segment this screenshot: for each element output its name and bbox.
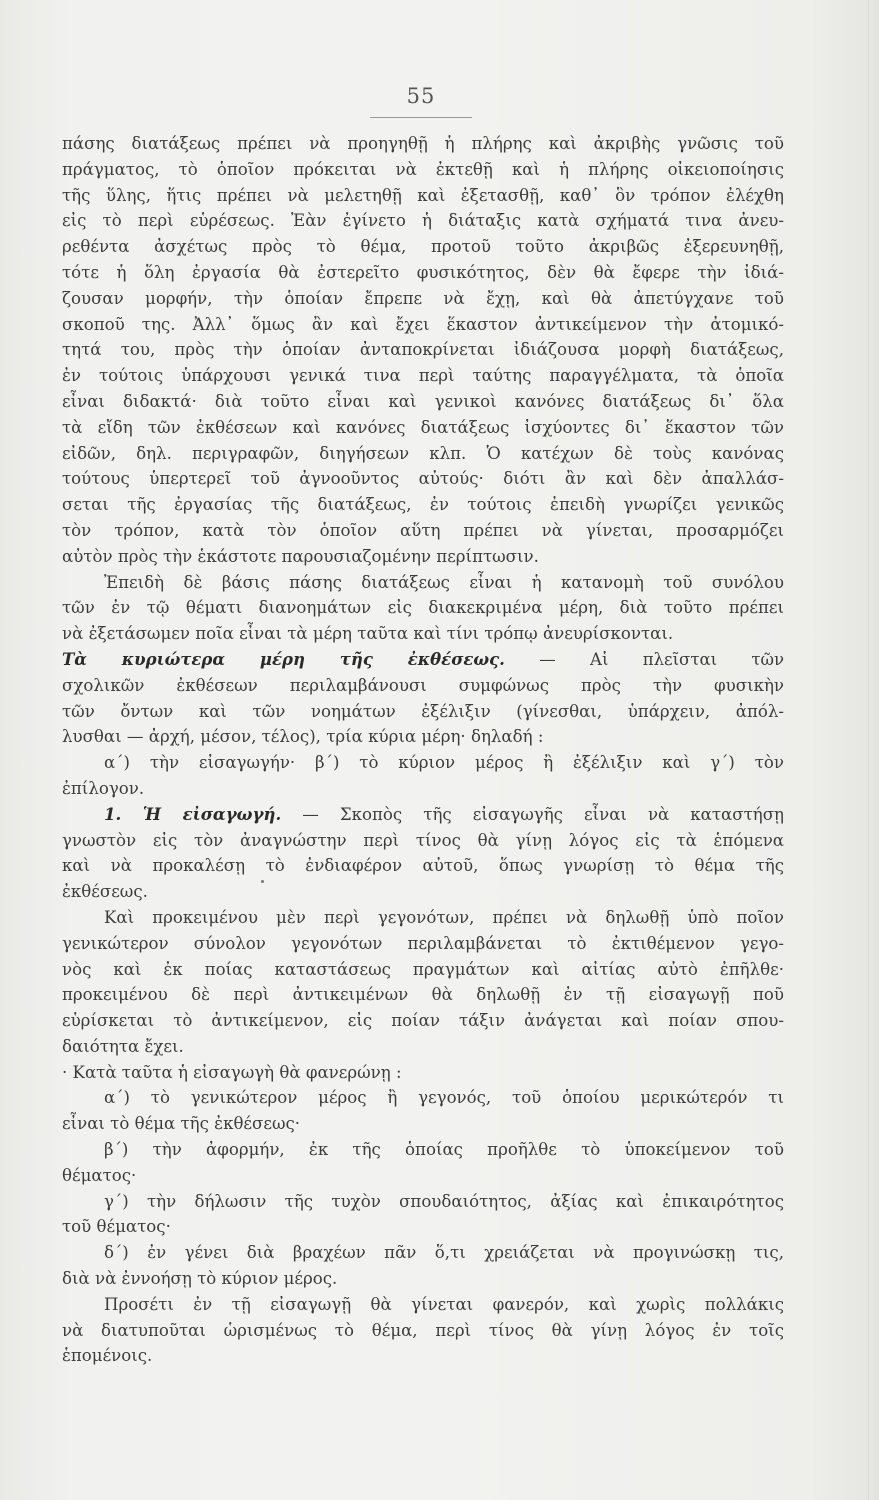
text-line: σχολικῶν ἐκθέσεων περιλαμβάνουσι συμφώνως πρὸς τὴν φυσικὴν bbox=[62, 675, 784, 695]
text-line: πράγματος, τὸ ὁποῖον πρόκειται νὰ ἐκτεθῇ καὶ ἡ πλήρης οἰκειοποίησις bbox=[62, 159, 784, 179]
text-line: ρεθέντα ἀσχέτως πρὸς τὸ θέμα, προτοῦ τοῦτο ἀκριβῶς ἐξερευνηθῇ, bbox=[62, 237, 784, 257]
text-line: προκειμένου δὲ περὶ ἀντικειμένων θὰ δηλωθῇ ἐν τῇ εἰσαγωγῇ ποῦ bbox=[62, 985, 784, 1005]
text-line: δ΄) ἐν γένει διὰ βραχέων πᾶν ὅ,τι χρειάζεται νὰ προγινώσκῃ τις, bbox=[104, 1243, 784, 1263]
text-line: τούτους ὑπερτερεῖ τοῦ ἀγνοοῦντος αὐτούς· διότι ἂν καὶ δὲν ἀπαλλάσ- bbox=[62, 469, 784, 489]
print-speck bbox=[261, 880, 264, 883]
section-paragraph bbox=[62, 673, 784, 802]
text-line: εἶναι διδακτά· διὰ τοῦτο εἶναι καὶ γενικοὶ κανόνες διατάξεως δι᾽ ὅλα bbox=[62, 391, 784, 411]
text-line: καὶ νὰ προκαλέσῃ τὸ ἐνδιαφέρον αὐτοῦ, ὅπως γνωρίσῃ τὸ θέμα τῆς bbox=[62, 856, 784, 876]
text-line: ἑπομένοις. bbox=[62, 1346, 153, 1366]
section-heading-line bbox=[62, 647, 784, 673]
text-line: τοῦ θέματος· bbox=[62, 1217, 171, 1237]
text-line: γενικώτερον σύνολον γεγονότων περιλαμβάνεται τὸ ἐκτιθέμενον γεγο- bbox=[62, 933, 784, 953]
text-line: εὑρίσκεται τὸ ἀντικείμενον, εἰς ποίαν τάξιν ἀνάγεται καὶ ποίαν σπου- bbox=[62, 1011, 784, 1031]
text-line: εἰς τὸ περὶ εὑρέσεως. Ἐὰν ἐγίνετο ἡ διάταξις κατὰ σχήματά τινα ἀνευ- bbox=[62, 211, 784, 231]
subsection-heading: 1. Ἡ εἰσαγωγή. bbox=[104, 803, 282, 824]
text-line: νὸς καὶ ἐκ ποίας καταστάσεως πραγμάτων καὶ αἰτίας αὐτὸ ἐπῆλθε· bbox=[62, 959, 784, 979]
text-line: α΄) τὴν εἰσαγωγήν· β΄) τὸ κύριον μέρος ἢ ἐξέλιξιν καὶ γ΄) τὸν bbox=[104, 753, 784, 773]
text-line: Προσέτι ἐν τῇ εἰσαγωγῇ θὰ γίνεται φανερόν, καὶ χωρὶς πολλάκις bbox=[104, 1294, 784, 1314]
text-line: νὰ ἐξετάσωμεν ποῖα εἶναι τὰ μέρη ταῦτα καὶ τίνι τρόπῳ ἀνευρίσκονται. bbox=[62, 624, 674, 644]
text-line: Ἐπειδὴ δὲ βάσις πάσης διατάξεως εἶναι ἡ κατανομὴ τοῦ συνόλου bbox=[104, 572, 784, 592]
text-line: θέματος· bbox=[62, 1165, 137, 1185]
text-line: ἐκθέσεως. bbox=[62, 882, 148, 902]
text-line: γνωστὸν εἰς τὸν ἀναγνώστην περὶ τίνος θὰ γίνῃ λόγος εἰς τὰ ἑπόμενα bbox=[62, 830, 784, 850]
text-line: α΄) τὸ γενικώτερον μέρος ἢ γεγονός, τοῦ ὁποίου μερικώτερόν τι bbox=[104, 1088, 784, 1108]
body-text bbox=[62, 131, 784, 1369]
text-line: τότε ἡ ὅλη ἐργασία θὰ ἐστερεῖτο φυσικότητος, δὲν θὰ ἔφερε τὴν ἰδιά- bbox=[62, 262, 784, 282]
text-line: β΄) τὴν ἀφορμήν, ἐκ τῆς ὁποίας προῆλθε τὸ ὑποκείμενον τοῦ bbox=[104, 1140, 784, 1160]
page-edge-shadow bbox=[868, 0, 869, 1500]
text-line: δαιότητα ἔχει. bbox=[62, 1036, 184, 1056]
text-line: τῆς ὕλης, ἥτις πρέπει νὰ μελετηθῇ καὶ ἐξετασθῇ, καθ᾽ ὃν τρόπον ἐλέχθη bbox=[62, 185, 784, 205]
text-line: τὸν τρόπον, κατὰ τὸν ὁποῖον αὕτη πρέπει νὰ γίνεται, προσαρμόζει bbox=[62, 520, 784, 540]
text-line: ἐπίλογον. bbox=[62, 778, 145, 798]
text-line: ἐν τούτοις ὑπάρχουσι γενικά τινα περὶ ταύτης παραγγέλματα, τὰ ὁποῖα bbox=[62, 366, 784, 386]
text-line: νὰ διατυποῦται ὡρισμένως τὸ θέμα, περὶ τίνος θὰ γίνῃ λόγος ἐν τοῖς bbox=[62, 1320, 784, 1340]
text-line: ζουσαν μορφήν, τὴν ὁποίαν ἔπρεπε νὰ ἔχῃ, καὶ θὰ ἀπετύγχανε τοῦ bbox=[62, 288, 784, 308]
subsection-paragraphs bbox=[62, 828, 784, 1370]
page-number: 55 bbox=[406, 84, 436, 108]
section-heading: Τὰ κυριώτερα μέρη τῆς ἐκθέσεως. bbox=[62, 648, 505, 669]
text-line: τὰ εἴδη τῶν ἐκθέσεων καὶ κανόνες διατάξεως ἰσχύοντες δι᾽ ἕκαστον τῶν bbox=[62, 417, 784, 437]
text-line: αὐτὸν πρὸς τὴν ἑκάστοτε παρουσιαζομένην περίπτωσιν. bbox=[62, 546, 539, 566]
text-line: τῶν ὄντων καὶ τῶν νοημάτων ἐξέλιξιν (γίνεσθαι, ὑπάρχειν, ἀπόλ- bbox=[62, 701, 784, 721]
text-line: πάσης διατάξεως πρέπει νὰ προηγηθῇ ἡ πλήρης καὶ ἀκριβὴς γνῶσις τοῦ bbox=[62, 134, 784, 153]
subsection-heading-rest: — Σκοπὸς τῆς εἰσαγωγῆς εἶναι νὰ καταστήσῃ bbox=[302, 804, 784, 824]
text-line: σκοποῦ της. Ἀλλ᾽ ὅμως ἂν καὶ ἔχει ἕκαστον ἀντικείμενον τὴν ἀτομικό- bbox=[62, 314, 784, 334]
section-heading-rest: — Αἱ πλεῖσται τῶν bbox=[539, 649, 784, 669]
intro-paragraphs bbox=[62, 131, 784, 647]
text-line: εἰδῶν, δηλ. περιγραφῶν, διηγήσεων κλπ. Ὁ κατέχων δὲ τοὺς κανόνας bbox=[62, 443, 784, 463]
text-line: σεται τῆς ἐργασίας τῆς διατάξεως, ἐν τούτοις ἐπειδὴ γνωρίζει γενικῶς bbox=[62, 495, 784, 515]
subsection-heading-line bbox=[62, 802, 784, 828]
text-line: γ΄) τὴν δήλωσιν τῆς τυχὸν σπουδαιότητος, ἀξίας καὶ ἐπικαιρότητος bbox=[104, 1191, 784, 1211]
page-number-rule bbox=[370, 117, 472, 118]
text-line: · Κατὰ ταῦτα ἡ εἰσαγωγὴ θὰ φανερώνῃ : bbox=[62, 1062, 402, 1082]
text-line: λυσθαι — ἀρχή, μέσον, τέλος), τρία κύρια μέρη· δηλαδή : bbox=[62, 727, 544, 747]
text-line: τῶν ἐν τῷ θέματι διανοημάτων εἰς διακεκριμένα μέρη, διὰ τοῦτο πρέπει bbox=[62, 598, 784, 618]
text-line: Καὶ προκειμένου μὲν περὶ γεγονότων, πρέπει νὰ δηλωθῇ ὑπὸ ποῖον bbox=[104, 907, 784, 927]
text-line: εἶναι τὸ θέμα τῆς ἐκθέσεως· bbox=[62, 1114, 301, 1134]
text-line: διὰ νὰ ἐννοήσῃ τὸ κύριον μέρος. bbox=[62, 1269, 338, 1289]
text-line: τητά του, πρὸς τὴν ὁποίαν ἀνταποκρίνεται ἰδιάζουσα μορφὴ διατάξεως, bbox=[62, 340, 784, 360]
